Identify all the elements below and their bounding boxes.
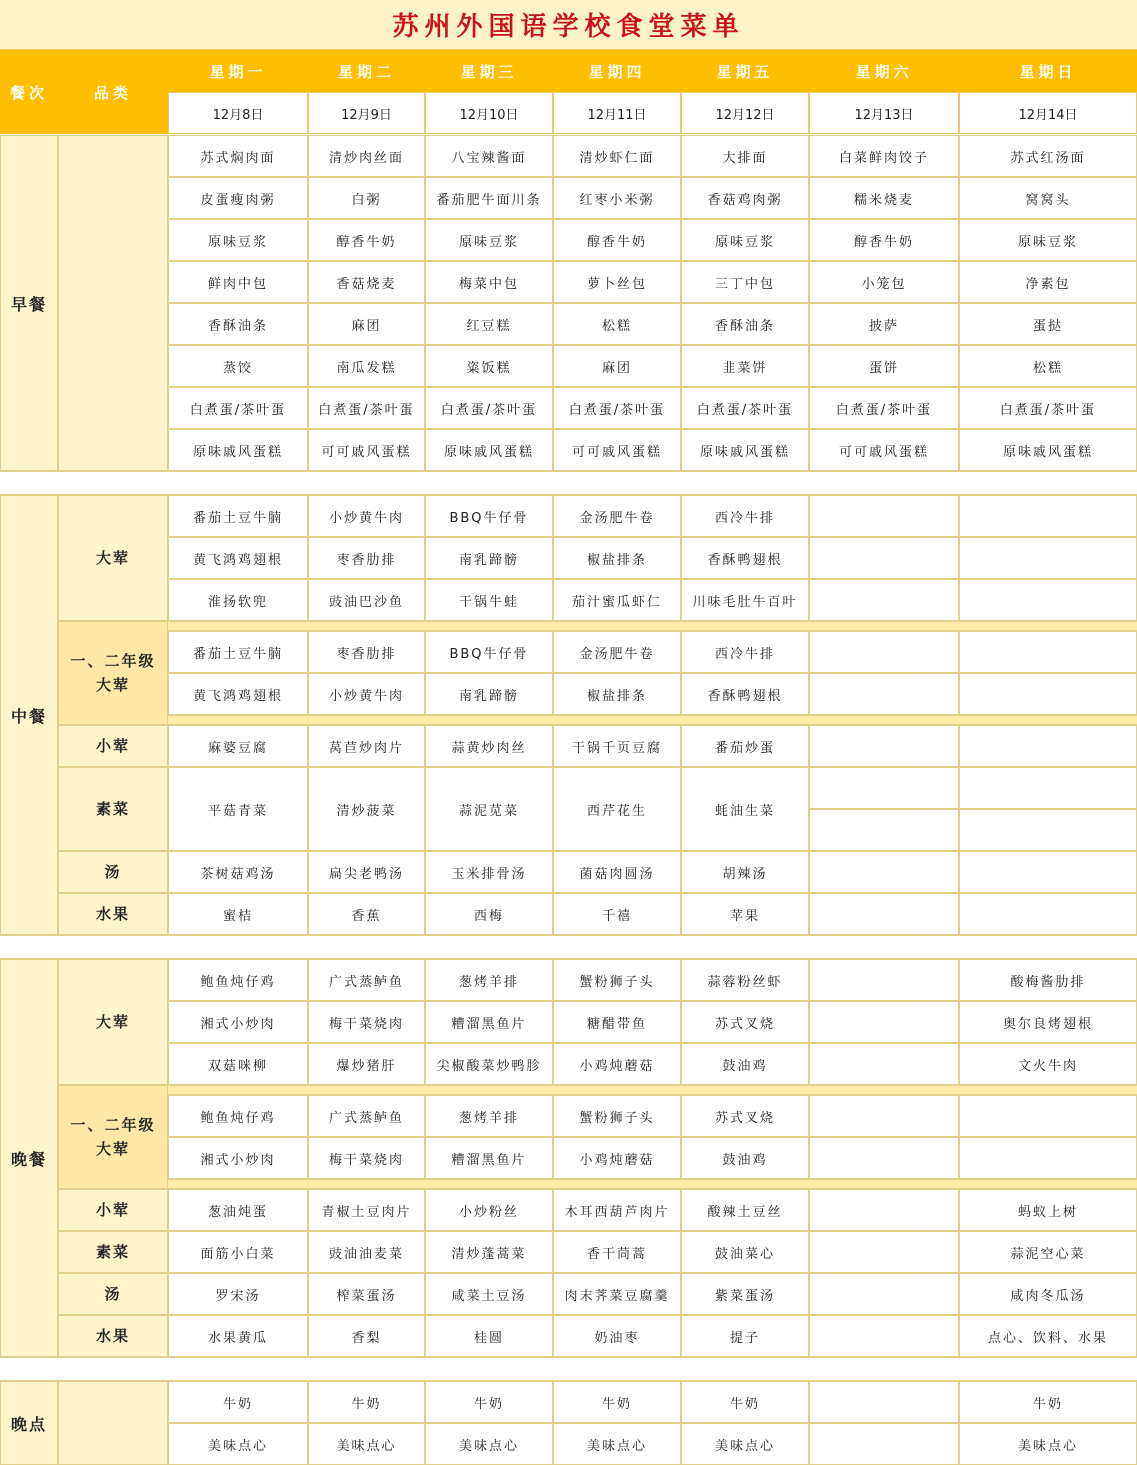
menu-cell: 葱烤羊排 — [425, 1095, 553, 1137]
menu-cell — [809, 1001, 959, 1043]
menu-cell: 白煮蛋/茶叶蛋 — [168, 387, 308, 429]
menu-cell: 原味豆浆 — [681, 219, 809, 261]
category-small-meat: 小荤 — [58, 725, 168, 767]
menu-cell: 蜜桔 — [168, 893, 308, 935]
menu-cell: 紫菜蛋汤 — [681, 1273, 809, 1315]
menu-cell: 椒盐排条 — [553, 673, 681, 715]
menu-cell — [959, 1095, 1137, 1137]
menu-cell: 西梅 — [425, 893, 553, 935]
header-meal-label: 餐次 — [9, 83, 48, 102]
menu-cell: 原味戚风蛋糕 — [168, 429, 308, 471]
menu-cell: 白煮蛋/茶叶蛋 — [308, 387, 425, 429]
menu-cell: 清炒虾仁面 — [553, 135, 681, 177]
header-day: 星期六 — [855, 62, 913, 81]
menu-cell: 小笼包 — [809, 261, 959, 303]
menu-cell: 广式蒸鲈鱼 — [308, 1095, 425, 1137]
menu-cell: 黄飞鸿鸡翅根 — [168, 673, 308, 715]
menu-cell — [809, 1423, 959, 1465]
menu-cell: 鼓油鸡 — [681, 1137, 809, 1179]
menu-cell: 麻团 — [308, 303, 425, 345]
menu-cell — [809, 537, 959, 579]
menu-cell: 平菇青菜 — [168, 767, 308, 851]
category-small-meat: 小荤 — [58, 1189, 168, 1231]
grade-meat-label: 大荤 — [95, 676, 130, 694]
category-veg: 素菜 — [58, 1231, 168, 1273]
menu-cell: 香菇鸡肉粥 — [681, 177, 809, 219]
menu-cell: 原味豆浆 — [425, 219, 553, 261]
menu-cell — [959, 537, 1137, 579]
menu-cell: 枣香肋排 — [308, 537, 425, 579]
menu-cell: 原味豆浆 — [168, 219, 308, 261]
menu-cell: 葱油炖蛋 — [168, 1189, 308, 1231]
menu-cell: 三丁中包 — [681, 261, 809, 303]
menu-cell: 麻团 — [553, 345, 681, 387]
menu-cell: 白菜鲜肉饺子 — [809, 135, 959, 177]
menu-cell: 干锅牛蛙 — [425, 579, 553, 621]
menu-cell: 净素包 — [959, 261, 1137, 303]
menu-cell: 酸梅酱肋排 — [959, 959, 1137, 1001]
menu-cell: 枣香肋排 — [308, 631, 425, 673]
menu-cell — [809, 809, 959, 851]
menu-cell: 蛋挞 — [959, 303, 1137, 345]
menu-cell: 菌菇肉圆汤 — [553, 851, 681, 893]
menu-cell: 番茄土豆牛腩 — [168, 631, 308, 673]
menu-cell: 肉末荠菜豆腐羹 — [553, 1273, 681, 1315]
menu-cell: 牛奶 — [308, 1381, 425, 1423]
menu-cell: 牛奶 — [425, 1381, 553, 1423]
menu-cell — [959, 631, 1137, 673]
menu-cell — [809, 725, 959, 767]
menu-cell: 苏式叉烧 — [681, 1001, 809, 1043]
menu-cell: 松糕 — [959, 345, 1137, 387]
menu-cell: 罗宋汤 — [168, 1273, 308, 1315]
menu-cell: 美味点心 — [959, 1423, 1137, 1465]
header-date: 12月8日 — [168, 92, 308, 134]
menu-cell: 点心、饮料、水果 — [959, 1315, 1137, 1357]
menu-cell — [809, 1273, 959, 1315]
menu-cell: 清炒菠菜 — [308, 767, 425, 851]
meal-label-breakfast: 早餐 — [0, 135, 58, 471]
menu-cell: 香酥油条 — [168, 303, 308, 345]
menu-cell: 桂圆 — [425, 1315, 553, 1357]
menu-cell: 番茄炒蛋 — [681, 725, 809, 767]
menu-cell: 香菇烧麦 — [308, 261, 425, 303]
menu-cell: 苏式焖肉面 — [168, 135, 308, 177]
grade-label: 一、二年级 — [70, 1116, 156, 1134]
menu-cell: 蒜泥空心菜 — [959, 1231, 1137, 1273]
menu-cell: 金汤肥牛卷 — [553, 631, 681, 673]
menu-cell: 香酥鸭翅根 — [681, 537, 809, 579]
menu-cell: 小炒黄牛肉 — [308, 673, 425, 715]
header-day: 星期五 — [716, 62, 774, 81]
menu-cell: 金汤肥牛卷 — [553, 495, 681, 537]
menu-cell: 白煮蛋/茶叶蛋 — [553, 387, 681, 429]
menu-cell — [809, 1043, 959, 1085]
menu-cell — [959, 809, 1137, 851]
menu-cell: 黄飞鸿鸡翅根 — [168, 537, 308, 579]
menu-cell: 蟹粉狮子头 — [553, 959, 681, 1001]
menu-cell: 白煮蛋/茶叶蛋 — [959, 387, 1137, 429]
menu-cell: 胡辣汤 — [681, 851, 809, 893]
menu-cell — [809, 1381, 959, 1423]
menu-cell: 鼓油菜心 — [681, 1231, 809, 1273]
menu-cell: 原味戚风蛋糕 — [681, 429, 809, 471]
menu-title: 苏州外国语学校食堂菜单 — [0, 0, 1137, 50]
menu-cell: 原味戚风蛋糕 — [959, 429, 1137, 471]
meal-label-lunch: 中餐 — [0, 495, 58, 935]
menu-cell: 蚝油生菜 — [681, 767, 809, 851]
menu-cell: 西冷牛排 — [681, 631, 809, 673]
grade-meat-label: 大荤 — [95, 1140, 130, 1158]
menu-cell: 清炒肉丝面 — [308, 135, 425, 177]
menu-cell — [959, 725, 1137, 767]
category-fruit: 水果 — [58, 893, 168, 935]
menu-cell: 香蕉 — [308, 893, 425, 935]
menu-cell: 可可戚风蛋糕 — [553, 429, 681, 471]
menu-cell: 干锅千页豆腐 — [553, 725, 681, 767]
menu-cell: 面筋小白菜 — [168, 1231, 308, 1273]
menu-cell: 鼓油鸡 — [681, 1043, 809, 1085]
menu-cell: 青椒土豆肉片 — [308, 1189, 425, 1231]
row-separator — [58, 621, 1137, 631]
menu-cell — [809, 495, 959, 537]
menu-cell: 奥尔良烤翅根 — [959, 1001, 1137, 1043]
header-day: 星期一 — [209, 62, 267, 81]
header-category-label: 品类 — [93, 83, 132, 102]
menu-cell: 莴苣炒肉片 — [308, 725, 425, 767]
menu-cell: 牛奶 — [168, 1381, 308, 1423]
menu-cell: 牛奶 — [681, 1381, 809, 1423]
menu-cell: 椒盐排条 — [553, 537, 681, 579]
category-soup: 汤 — [58, 851, 168, 893]
menu-cell — [959, 579, 1137, 621]
menu-cell: 小炒粉丝 — [425, 1189, 553, 1231]
menu-cell: 茄汁蜜瓜虾仁 — [553, 579, 681, 621]
menu-cell: 醇香牛奶 — [308, 219, 425, 261]
menu-cell: 南乳蹄髈 — [425, 673, 553, 715]
header-day: 星期日 — [1019, 62, 1077, 81]
menu-cell — [809, 1095, 959, 1137]
menu-cell: 清炒蓬蒿菜 — [425, 1231, 553, 1273]
menu-cell: 香酥鸭翅根 — [681, 673, 809, 715]
menu-cell: 红豆糕 — [425, 303, 553, 345]
menu-cell: 鲍鱼炖仔鸡 — [168, 959, 308, 1001]
menu-cell: 原味戚风蛋糕 — [425, 429, 553, 471]
menu-cell: 豉油油麦菜 — [308, 1231, 425, 1273]
category-veg: 素菜 — [58, 767, 168, 851]
menu-cell — [959, 1137, 1137, 1179]
menu-cell: 鲍鱼炖仔鸡 — [168, 1095, 308, 1137]
menu-cell: 蟹粉狮子头 — [553, 1095, 681, 1137]
menu-cell: 茶树菇鸡汤 — [168, 851, 308, 893]
category-grade-meat — [58, 621, 168, 725]
menu-cell: 尖椒酸菜炒鸭胗 — [425, 1043, 553, 1085]
menu-cell: 牛奶 — [553, 1381, 681, 1423]
menu-cell: 蒜黄炒肉丝 — [425, 725, 553, 767]
menu-cell: BBQ牛仔骨 — [425, 495, 553, 537]
menu-cell: 蒸饺 — [168, 345, 308, 387]
menu-cell: 白粥 — [308, 177, 425, 219]
menu-cell: 韭菜饼 — [681, 345, 809, 387]
menu-cell — [809, 579, 959, 621]
menu-cell: 扁尖老鸭汤 — [308, 851, 425, 893]
section-gap — [0, 935, 1137, 959]
menu-cell: 广式蒸鲈鱼 — [308, 959, 425, 1001]
menu-cell: 蛋饼 — [809, 345, 959, 387]
menu-cell: 糟溜黑鱼片 — [425, 1001, 553, 1043]
category-grade-meat — [58, 1085, 168, 1189]
category-breakfast — [58, 135, 168, 471]
menu-cell: 糯米烧麦 — [809, 177, 959, 219]
menu-cell: 蒜泥苋菜 — [425, 767, 553, 851]
menu-cell: BBQ牛仔骨 — [425, 631, 553, 673]
menu-cell — [959, 851, 1137, 893]
menu-cell: 湘式小炒肉 — [168, 1137, 308, 1179]
menu-cell: 南乳蹄髈 — [425, 537, 553, 579]
menu-cell: 糟溜黑鱼片 — [425, 1137, 553, 1179]
menu-cell: 窝窝头 — [959, 177, 1137, 219]
grade-label: 一、二年级 — [70, 652, 156, 670]
menu-cell: 木耳西葫芦肉片 — [553, 1189, 681, 1231]
menu-cell: 梅干菜烧肉 — [308, 1001, 425, 1043]
category-fruit: 水果 — [58, 1315, 168, 1357]
menu-cell: 萝卜丝包 — [553, 261, 681, 303]
menu-cell: 小鸡炖蘑菇 — [553, 1137, 681, 1179]
menu-cell: 红枣小米粥 — [553, 177, 681, 219]
menu-cell: 玉米排骨汤 — [425, 851, 553, 893]
menu-cell: 西芹花生 — [553, 767, 681, 851]
menu-cell — [809, 851, 959, 893]
menu-cell — [809, 1315, 959, 1357]
menu-cell: 蚂蚁上树 — [959, 1189, 1137, 1231]
menu-cell: 醇香牛奶 — [553, 219, 681, 261]
header-day: 星期二 — [337, 62, 395, 81]
menu-cell: 糖醋带鱼 — [553, 1001, 681, 1043]
menu-cell: 番茄土豆牛腩 — [168, 495, 308, 537]
menu-cell — [959, 495, 1137, 537]
menu-cell — [809, 1137, 959, 1179]
header-date: 12月12日 — [681, 92, 809, 134]
menu-cell: 八宝辣酱面 — [425, 135, 553, 177]
menu-cell: 番茄肥牛面川条 — [425, 177, 553, 219]
meal-label-dinner: 晚餐 — [0, 959, 58, 1357]
row-separator — [168, 1179, 1137, 1189]
header-date: 12月13日 — [809, 92, 959, 134]
menu-cell: 小鸡炖蘑菇 — [553, 1043, 681, 1085]
meal-label-snack: 晚点 — [0, 1381, 58, 1465]
menu-cell: 榨菜蛋汤 — [308, 1273, 425, 1315]
menu-cell: 豉油巴沙鱼 — [308, 579, 425, 621]
header-date: 12月9日 — [308, 92, 425, 134]
menu-cell — [809, 767, 959, 809]
menu-cell: 大排面 — [681, 135, 809, 177]
menu-cell: 梅干菜烧肉 — [308, 1137, 425, 1179]
menu-cell: 美味点心 — [168, 1423, 308, 1465]
menu-cell: 蒜蓉粉丝虾 — [681, 959, 809, 1001]
menu-cell: 松糕 — [553, 303, 681, 345]
menu-cell: 美味点心 — [308, 1423, 425, 1465]
section-gap — [0, 1357, 1137, 1381]
menu-cell: 提子 — [681, 1315, 809, 1357]
section-gap — [0, 471, 1137, 495]
header-date: 12月11日 — [553, 92, 681, 134]
menu-cell: 淮扬软兜 — [168, 579, 308, 621]
menu-cell: 西冷牛排 — [681, 495, 809, 537]
menu-cell: 葱烤羊排 — [425, 959, 553, 1001]
row-separator — [58, 1085, 1137, 1095]
menu-cell: 小炒黄牛肉 — [308, 495, 425, 537]
menu-cell: 醇香牛奶 — [809, 219, 959, 261]
menu-cell — [809, 631, 959, 673]
menu-cell — [959, 893, 1137, 935]
menu-cell: 爆炒猪肝 — [308, 1043, 425, 1085]
menu-cell: 可可戚风蛋糕 — [809, 429, 959, 471]
menu-cell: 美味点心 — [425, 1423, 553, 1465]
menu-cell: 川味毛肚牛百叶 — [681, 579, 809, 621]
menu-cell: 牛奶 — [959, 1381, 1137, 1423]
category-meat: 大荤 — [58, 959, 168, 1085]
menu-cell: 苹果 — [681, 893, 809, 935]
menu-cell: 湘式小炒肉 — [168, 1001, 308, 1043]
menu-cell: 文火牛肉 — [959, 1043, 1137, 1085]
menu-cell — [809, 893, 959, 935]
menu-cell: 香干茼蒿 — [553, 1231, 681, 1273]
menu-cell: 酸辣土豆丝 — [681, 1189, 809, 1231]
menu-cell: 可可戚风蛋糕 — [308, 429, 425, 471]
menu-cell: 苏式叉烧 — [681, 1095, 809, 1137]
menu-cell: 咸菜土豆汤 — [425, 1273, 553, 1315]
menu-cell: 皮蛋瘦肉粥 — [168, 177, 308, 219]
menu-cell: 原味豆浆 — [959, 219, 1137, 261]
menu-cell: 水果黄瓜 — [168, 1315, 308, 1357]
menu-cell: 白煮蛋/茶叶蛋 — [809, 387, 959, 429]
menu-cell: 鲜肉中包 — [168, 261, 308, 303]
menu-cell — [959, 767, 1137, 809]
menu-cell: 双菇咪柳 — [168, 1043, 308, 1085]
menu-cell — [809, 1231, 959, 1273]
header-date: 12月14日 — [959, 92, 1137, 134]
menu-cell: 梅菜中包 — [425, 261, 553, 303]
menu-cell: 香梨 — [308, 1315, 425, 1357]
category-snack — [58, 1381, 168, 1465]
menu-cell: 苏式红汤面 — [959, 135, 1137, 177]
row-separator — [168, 715, 1137, 725]
category-soup: 汤 — [58, 1273, 168, 1315]
menu-cell — [809, 673, 959, 715]
menu-cell: 香酥油条 — [681, 303, 809, 345]
header-day: 星期三 — [460, 62, 518, 81]
menu-cell: 披萨 — [809, 303, 959, 345]
menu-cell — [809, 1189, 959, 1231]
header-day: 星期四 — [588, 62, 646, 81]
menu-cell: 千禧 — [553, 893, 681, 935]
menu-cell — [809, 959, 959, 1001]
menu-cell — [959, 673, 1137, 715]
category-meat: 大荤 — [58, 495, 168, 621]
menu-cell: 咸肉冬瓜汤 — [959, 1273, 1137, 1315]
menu-cell: 粢饭糕 — [425, 345, 553, 387]
menu-cell: 奶油枣 — [553, 1315, 681, 1357]
header-date: 12月10日 — [425, 92, 553, 134]
menu-cell: 白煮蛋/茶叶蛋 — [681, 387, 809, 429]
menu-cell: 美味点心 — [681, 1423, 809, 1465]
menu-cell: 南瓜发糕 — [308, 345, 425, 387]
menu-cell: 美味点心 — [553, 1423, 681, 1465]
menu-cell: 白煮蛋/茶叶蛋 — [425, 387, 553, 429]
menu-cell: 麻婆豆腐 — [168, 725, 308, 767]
